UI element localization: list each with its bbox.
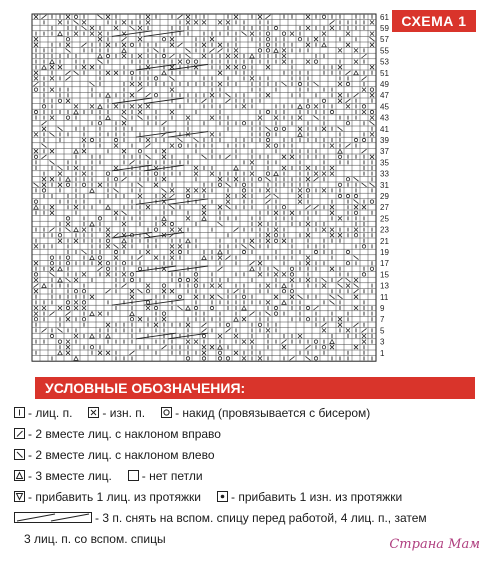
row-number: 13 <box>380 281 389 291</box>
row-number: 9 <box>380 304 385 313</box>
no-stitch-label: - нет петли <box>141 468 203 483</box>
row-number: 55 <box>380 46 389 56</box>
row-number: 19 <box>380 248 389 257</box>
cable-label-line1: - 3 п. снять на вспом. спицу перед работой, 4 лиц. п., затем <box>95 510 427 525</box>
row-number: 47 <box>380 91 389 101</box>
cable-label-line2: 3 лиц. п. со вспом. спицы <box>24 531 166 546</box>
row-number: 43 <box>380 113 389 123</box>
row-number: 57 <box>380 35 389 45</box>
row-number: 41 <box>380 124 389 134</box>
k2tog-right-icon <box>14 428 25 439</box>
inc-knit-label: - прибавить 1 лиц. из протяжки <box>28 489 201 504</box>
row-number: 37 <box>380 147 389 157</box>
knit-icon <box>14 407 25 418</box>
legend-item-no-stitch <box>128 469 219 483</box>
legend-item-k2tog-right <box>14 427 237 441</box>
row-number: 15 <box>380 270 389 280</box>
legend-row <box>14 444 494 465</box>
legend-row <box>14 402 494 423</box>
row-number: 29 <box>380 192 389 201</box>
inc-purl-icon <box>217 491 228 502</box>
legend-item-inc-purl <box>217 490 418 504</box>
knit-label: - лиц. п. <box>28 405 73 420</box>
row-number: 35 <box>380 158 389 168</box>
row-number: 31 <box>380 180 389 190</box>
row-number: 21 <box>380 236 389 246</box>
row-number: 59 <box>380 24 389 33</box>
legend-item-k3tog <box>14 469 128 483</box>
legend-row <box>14 507 494 528</box>
legend-item-inc-knit <box>14 490 217 504</box>
row-number: 25 <box>380 214 389 224</box>
watermark: Страна Мам <box>389 537 480 552</box>
row-number: 11 <box>380 292 389 302</box>
row-number: 27 <box>380 203 389 213</box>
k2tog-left-label: - 2 вместе лиц. с наклоном влево <box>28 447 215 462</box>
row-number: 33 <box>380 169 389 179</box>
k2tog-left-icon <box>14 449 25 460</box>
legend-header: УСЛОВНЫЕ ОБОЗНАЧЕНИЯ: <box>35 377 475 399</box>
row-number: 61 <box>380 12 389 22</box>
row-number: 51 <box>380 68 389 78</box>
yo-label: - накид (провязывается с бисером) <box>175 405 371 420</box>
row-number: 45 <box>380 102 389 112</box>
row-number: 17 <box>380 259 389 269</box>
inc-knit-icon <box>14 491 25 502</box>
legend-item-knit <box>14 406 88 420</box>
row-number: 7 <box>380 315 385 325</box>
row-number: 23 <box>380 225 389 235</box>
row-number: 5 <box>380 326 385 336</box>
cable-icon <box>14 512 92 523</box>
purl-label: - изн. п. <box>102 405 146 420</box>
legend-row <box>14 465 494 486</box>
k2tog-right-label: - 2 вместе лиц. с наклоном вправо <box>28 426 221 441</box>
row-number: 1 <box>380 348 385 358</box>
no-stitch-icon <box>128 470 139 481</box>
legend-item-purl <box>88 406 161 420</box>
k3tog-icon <box>14 470 25 481</box>
purl-icon <box>88 407 99 418</box>
row-number: 3 <box>380 337 385 347</box>
legend-row <box>14 486 494 507</box>
row-number: 53 <box>380 57 389 67</box>
inc-purl-label: - прибавить 1 изн. из протяжки <box>231 489 403 504</box>
legend-item-k2tog-left <box>14 448 231 462</box>
legend-row <box>14 423 494 444</box>
yarn-over-icon <box>161 407 172 418</box>
chart-title: СХЕМА 1 <box>392 10 476 32</box>
row-number: 39 <box>380 136 389 145</box>
row-number: 49 <box>380 80 389 89</box>
legend <box>14 402 494 549</box>
legend-item-yo <box>161 406 386 420</box>
legend-item-cable <box>14 511 443 525</box>
k3tog-label: - 3 вместе лиц. <box>28 468 112 483</box>
